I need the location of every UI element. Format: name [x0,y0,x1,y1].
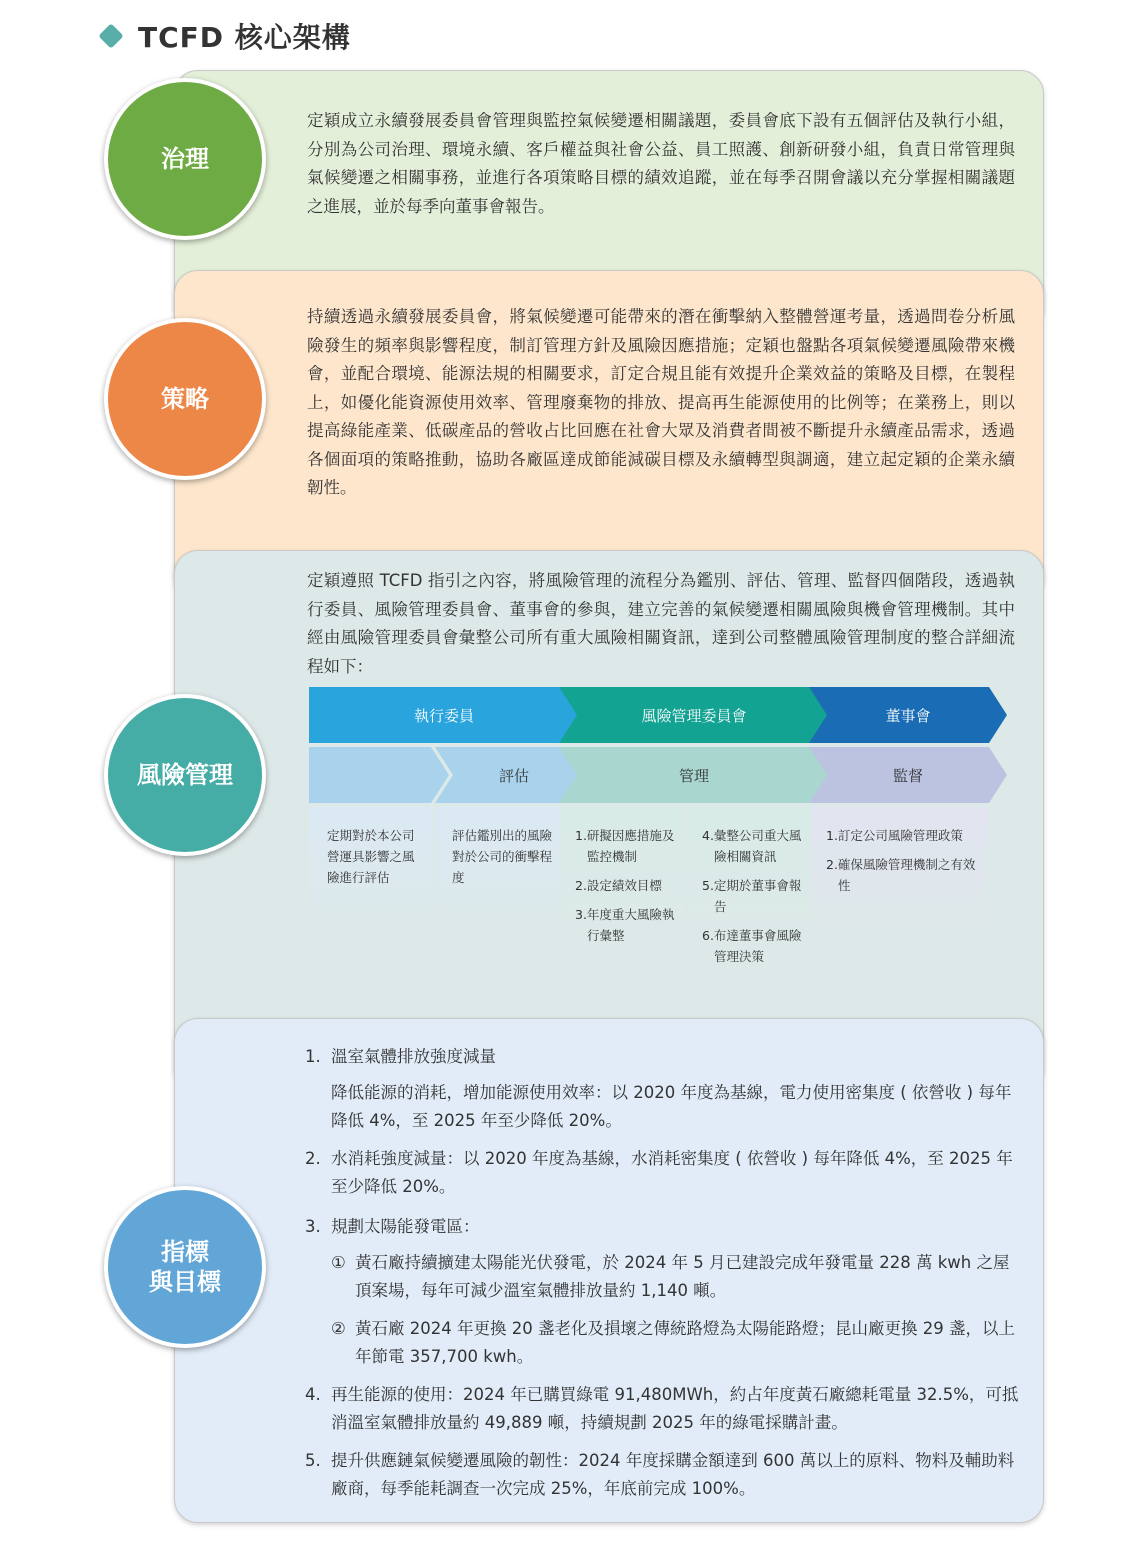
metric-num-3: 3. [305,1217,321,1236]
manage-item-4: 4.彙整公司重大風險相關資訊 [702,828,802,864]
metric-item-2 [305,1145,1025,1201]
risk-text: 定穎遵照 TCFD 指引之內容，將風險管理的流程分為鑑別、評估、管理、監督四個階段，透過執行委員、風險管理委員會、董事會的參與，建立完善的氣候變遷相關風險與機會管理機制。其中經由風險管理委員會彙整公司所有重大風險相關資訊，達到公司整體風險管理制度的整合詳細流程如下： [307,571,1015,676]
manage-item-2: 2.設定績效目標 [575,878,662,893]
manage-item-3: 3.年度重大風險執行彙整 [575,907,675,943]
strategy-label: 策略 [161,385,209,413]
risk-badge [104,694,266,856]
manage-item-1: 1.研擬因應措施及監控機制 [575,828,675,864]
risk-card [174,550,1044,1090]
metric-head-2: 水消耗強度減量：以 2020 年度為基線，水消耗密集度 ( 依營收 ) 每年降低 4%，至 2025 年至少降低 20%。 [331,1149,1013,1196]
metric-num-1: 1. [305,1047,321,1066]
strategy-badge [104,318,266,480]
metric-head-5: 提升供應鏈氣候變遷風險的韌性：2024 年度採購金額達到 600 萬以上的原料、物料及輔助料廠商，每季能耗調查一次完成 25%，年底前完成 100%。 [331,1451,1015,1498]
manage-item-5: 5.定期於董事會報告 [702,878,802,914]
metric-subitem-1 [331,1249,1025,1305]
metrics-list [305,1043,1025,1511]
metric-head-1: 溫室氣體排放強度減量 [331,1047,496,1066]
flow-riskcommittee-label: 風險管理委員會 [641,706,747,725]
flow-column-assess [436,807,560,942]
risk-label: 風險管理 [137,761,233,789]
supervise-item-1: 1.訂定公司風險管理政策 [826,828,963,843]
diamond-icon [98,23,123,48]
metrics-label-line2: 與目標 [149,1268,221,1296]
manage-item-6: 6.布達董事會風險管理決策 [702,928,802,964]
metric-num-5: 5. [305,1451,321,1470]
subitem-text-2: 黃石廠 2024 年更換 20 盞老化及損壞之傳統路燈為太陽能路燈；昆山廠更換 29 盞，以上年節電 357,700 kwh。 [355,1319,1015,1366]
subitem-mark-1: ① [331,1253,346,1272]
flow-column-manage-b [688,807,810,964]
metric-num-2: 2. [305,1149,321,1168]
governance-badge [104,78,266,240]
metrics-label-line1: 指標 [161,1238,209,1266]
metric-detail-1: 降低能源的消耗，增加能源使用效率：以 2020 年度為基線，電力使用密集度 ( 依營收 ) 每年降低 4%，至 2025 年至少降低 20%。 [331,1083,1012,1130]
page-title: TCFD 核心架構 [138,21,351,54]
flow-column-manage-a [561,807,685,942]
subitem-mark-2: ② [331,1319,346,1338]
metric-num-4: 4. [305,1385,321,1404]
stage-supervise-chevron [809,747,1007,803]
flow-board-chevron [809,687,1007,743]
section-heading [96,14,351,58]
governance-label: 治理 [161,145,209,173]
metric-item-4 [305,1381,1025,1437]
stage-manage-chevron [559,747,829,803]
metric-item-3 [305,1213,1025,1241]
metrics-badge [104,1186,266,1348]
flow-executive-label: 執行委員 [413,706,474,725]
metric-item-1 [305,1043,1025,1071]
subitem-text-1: 黃石廠持續擴建太陽能光伏發電，於 2024 年 5 月已建設完成年發電量 228 萬 kwh 之屋頂案場，每年可減少溫室氣體排放量約 1,140 噸。 [355,1253,1010,1300]
stage-assess-label: 評估 [498,766,529,785]
supervise-item-2: 2.確保風險管理機制之有效性 [826,857,976,893]
governance-text: 定穎成立永續發展委員會管理與監控氣候變遷相關議題，委員會底下設有五個評估及執行小組，分別為公司治理、環境永續、客戶權益與社會公益、員工照護、創新研發小組，負責日常管理與氣候變遷之相關事務，並進行各項策略目標的績效追蹤，並在每季召開會議以充分掌握相關議題之進展，並於每季向董事會報告。 [307,111,1015,216]
stage-assess-chevron [435,747,579,803]
flow-column-supervise [812,807,988,942]
flow-board-label: 董事會 [885,706,931,725]
metric-item-5 [305,1447,1025,1503]
metrics-card [174,1018,1044,1523]
column-identify-text: 定期對於本公司營運具影響之風險進行評估 [327,828,415,885]
flow-riskcommittee-chevron [559,687,829,743]
flow-executive-chevron [309,687,579,743]
stage-manage-label: 管理 [678,766,709,785]
metric-head-4: 再生能源的使用：2024 年已購買綠電 91,480MWh，約占年度黃石廠總耗電量 32.5%，可抵消溫室氣體排放量約 49,889 噸，持續規劃 2025 年的綠電採購計畫。 [331,1385,1019,1432]
strategy-text: 持續透過永續發展委員會，將氣候變遷可能帶來的潛在衝擊納入整體營運考量，透過問卷分析風險發生的頻率與影響程度，制訂管理方針及風險因應措施；定穎也盤點各項氣候變遷風險帶來機會，並配合環境、能源法規的相關要求，訂定合規且能有效提升企業效益的策略及目標，在製程上，如優化能資源使用效率、管理廢棄物的排放、提高再生能源使用的比例等；在業務上，則以提高綠能產業、低碳產品的營收占比回應在社會大眾及消費者間被不斷提升永續產品需求，透過各個面項的策略推動，協助各廠區達成節能減碳目標及永續轉型與調適，建立起定穎的企業永續韌性。 [307,307,1015,497]
column-assess-text: 評估鑑別出的風險對於公司的衝擊程度 [452,828,553,885]
stage-supervise-label: 監督 [892,766,923,785]
metric-head-3: 規劃太陽能發電區： [331,1217,480,1236]
stage-identify-chevron [309,747,449,803]
flow-column-identify [309,807,433,942]
metric-subitem-2 [331,1315,1025,1371]
